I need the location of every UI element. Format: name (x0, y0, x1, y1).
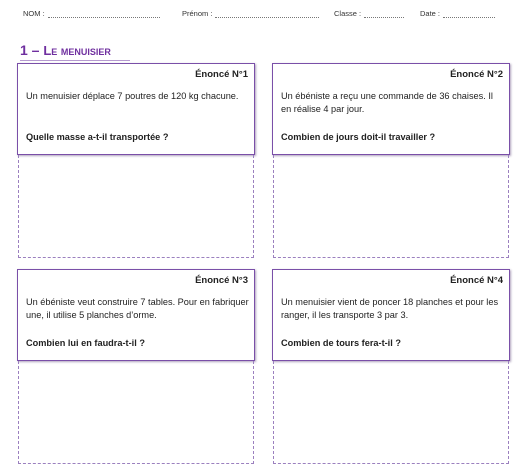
date-line (443, 9, 495, 18)
prenom-field[interactable] (182, 9, 319, 18)
card-question: Combien de jours doit-il travailler ? (281, 132, 436, 142)
exercise-card-3 (17, 269, 255, 465)
statement-box (272, 63, 510, 155)
answer-area[interactable] (18, 155, 254, 258)
classe-line (364, 9, 404, 18)
card-title: Énoncé N°3 (195, 275, 248, 286)
answer-area[interactable] (18, 361, 254, 464)
prenom-label: Prénom : (182, 9, 213, 18)
worksheet-header (0, 9, 524, 23)
prenom-line (215, 9, 319, 18)
card-statement: Un ébéniste veut construire 7 tables. Pour en fabriquer une, il utilise 5 planches d’orme. (26, 297, 249, 320)
card-statement: Un menuisier vient de poncer 18 planches et pour les ranger, il les transporte 3 par 3. (281, 297, 499, 320)
statement-box (17, 269, 255, 361)
card-question: Quelle masse a-t-il transportée ? (26, 132, 169, 142)
nom-field[interactable] (23, 9, 160, 18)
section-name: Le menuisier (43, 43, 111, 58)
date-label: Date : (420, 9, 441, 18)
answer-area[interactable] (273, 361, 509, 464)
exercise-card-2 (272, 63, 510, 259)
card-question: Combien de tours fera-t-il ? (281, 338, 401, 348)
nom-label: NOM : (23, 9, 45, 18)
card-statement: Un menuisier déplace 7 poutres de 120 kg chacune. (26, 91, 239, 101)
card-title: Énoncé N°1 (195, 69, 248, 80)
classe-label: Classe : (334, 9, 362, 18)
card-title: Énoncé N°4 (450, 275, 503, 286)
card-statement: Un ébéniste a reçu une commande de 36 chaises. Il en réalise 4 par jour. (281, 91, 493, 114)
nom-line (48, 9, 160, 18)
section-title (20, 42, 111, 58)
exercise-card-4 (272, 269, 510, 465)
exercise-card-1 (17, 63, 255, 259)
section-number: 1 – (20, 42, 40, 58)
statement-box (17, 63, 255, 155)
card-title: Énoncé N°2 (450, 69, 503, 80)
answer-area[interactable] (273, 155, 509, 258)
card-question: Combien lui en faudra-t-il ? (26, 338, 145, 348)
date-field[interactable] (420, 9, 495, 18)
classe-field[interactable] (334, 9, 404, 18)
statement-box (272, 269, 510, 361)
